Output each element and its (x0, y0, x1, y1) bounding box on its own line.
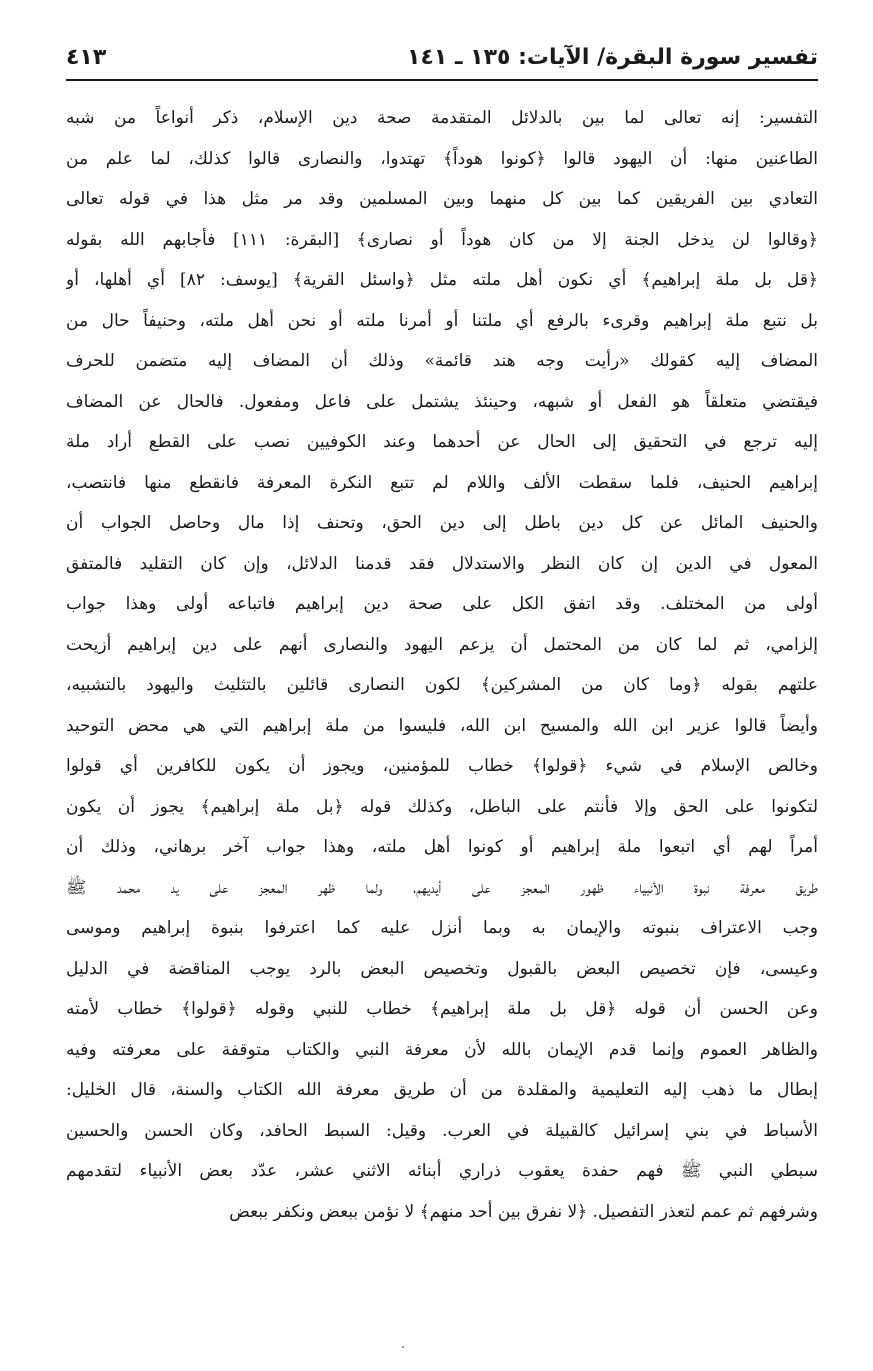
text-line: وجب الاعتراف بنبوته والإيمان به وبما أنزل عليه كما اعترفوا بنبوة إبراهيم وموسى (66, 918, 818, 938)
text-line: وأيضاً قالوا عزير ابن الله والمسيح ابن الله، فليسوا من ملة إبراهيم التي هي محض التوحيد (66, 715, 818, 736)
text-line: الأسباط في بني إسرائيل كالقبيلة في العرب. وقيل: السبط الحافد، وكان الحسن والحسين (66, 1120, 818, 1141)
text-line: إبراهيم الحنيف، فلما سقطت الألف واللام لم تتبع النكرة المعرفة فانقطع منها فانتصب، (66, 472, 818, 493)
header-title: تفسير سورة البقرة/ الآيات: ١٣٥ ـ ١٤١ (407, 44, 818, 70)
text-line: فيقتضي متعلقاً هو الفعل أو شبهه، وحينئذ يشتمل على فاعل ومفعول. فالحال عن المضاف (66, 391, 818, 412)
text-line: المضاف إليه كقولك «رأيت وجه هند قائمة» وذلك أن المضاف إليه متضمن للحرف (66, 351, 818, 371)
text-line: سبطي النبي ﷺ فهم حفدة يعقوب ذراري أبنائه الاثني عشر، عدّد بعض الأنبياء لتقدمهم (66, 1161, 818, 1181)
scan-speck (402, 1346, 404, 1348)
text-line: وعن الحسن أن قوله ﴿قل بل ملة إبراهيم﴾ خطاب للنبي وقوله ﴿قولوا﴾ خطاب لأمته (66, 999, 818, 1019)
header-divider (66, 79, 818, 81)
text-line: وشرفهم ثم عمم لتعذر التفصيل. ﴿لا نفرق بين أحد منهم﴾ لا نؤمن ببعض ونكفر ببعض (229, 1201, 818, 1222)
text-line: وعيسى، فإن تخصيص البعض بالقبول وتخصيص البعض بالرد يوجب المناقضة في الدليل (66, 958, 818, 979)
text-line: الطاعنين منها: أن اليهود قالوا ﴿كونوا هوداً﴾ تهتدوا، والنصارى قالوا كذلك، لما علم من (66, 148, 818, 169)
text-line: إلزامي، ثم لما كان من المحتمل أن يزعم اليهود والنصارى أنهم على دين إبراهيم أزيحت (66, 634, 818, 655)
text-line: طريق معرفة نبوة الأنبياء ظهور المعجز على أيديهم، ولما ظهر المعجز على يد محمد ﷺ (66, 877, 818, 898)
text-line: المعول في الدين إن كان النظر والاستدلال فقد قدمنا الدلائل، وإن كان التقليد فالمتفق (66, 553, 818, 574)
text-line: أولى من المختلف. وقد اتفق الكل على صحة دين إبراهيم فاتباعه أولى وهذا جواب (66, 594, 818, 614)
text-line: علتهم بقوله ﴿وما كان من المشركين﴾ لكون النصارى قائلين بالتثليث واليهود بالتشبيه، (66, 675, 818, 695)
text-line: ﴿قل بل ملة إبراهيم﴾ أي نكون أهل ملته مثل ﴿واسئل القرية﴾ [يوسف: ٨٢] أي أهلها، أو (66, 270, 818, 290)
page-number: ٤١٣ (66, 44, 107, 70)
text-line: والحنيف المائل عن كل دين باطل إلى دين الحق، وتحنف إذا مال وحاصل الجواب أن (66, 513, 818, 533)
text-line: إليه ترجع في التحقيق إلى الحال عن أحدهما وعند الكوفيين نصب على القطع أراد ملة (66, 432, 818, 452)
text-line: بل نتبع ملة إبراهيم وقرىء بالرفع أي ملتنا أو أمرنا ملته أو نحن أهل ملته، وحنيفاً حال من (66, 310, 818, 331)
text-line: التعادي بين الفريقين كما بين كل منهما وبين المسلمين وقد مر مثل هذا في قوله تعالى (66, 189, 818, 209)
text-line: لتكونوا على الحق وإلا فأنتم على الباطل، وكذلك قوله ﴿بل ملة إبراهيم﴾ يجوز أن يكون (66, 796, 818, 817)
text-line: وخالص الإسلام في شيء ﴿قولوا﴾ خطاب للمؤمنين، ويجوز أن يكون للكافرين أي قولوا (66, 756, 818, 776)
text-line: أمراً لهم أي اتبعوا ملة إبراهيم أو كونوا أهل ملته، وهذا جواب آخر برهاني، وذلك أن (66, 837, 818, 857)
body-text (66, 98, 818, 1232)
text-line: والظاهر العموم وإنما قدم الإيمان بالله لأن معرفة النبي والكتاب متوقفة على معرفته وفيه (66, 1039, 818, 1060)
text-line: التفسير: إنه تعالى لما بين بالدلائل المتقدمة صحة دين الإسلام، ذكر أنواعاً من شبه (66, 108, 818, 128)
text-line: إبطال ما ذهب إليه التعليمية والمقلدة من أن طريق معرفة الله الكتاب والسنة، قال الخليل: (66, 1080, 818, 1100)
running-header (66, 38, 818, 76)
text-line: ﴿وقالوا لن يدخل الجنة إلا من كان هوداً أو نصارى﴾ [البقرة: ١١١] فأجابهم الله بقوله (66, 229, 818, 250)
